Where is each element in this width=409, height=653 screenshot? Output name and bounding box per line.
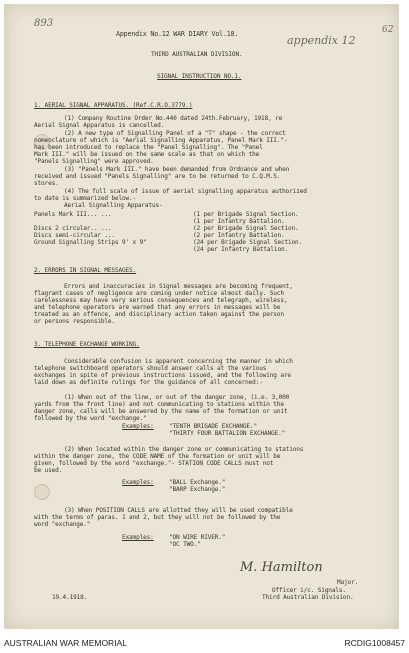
section-1-line: "Panels Signalling" were approved. (34, 158, 154, 165)
example-text: "THIRTY FOUR BATTALION EXCHANGE." (169, 430, 286, 437)
punch-hole (34, 484, 50, 500)
section-3-title: 3. TELEPHONE EXCHANGE WORKING. (34, 341, 140, 348)
section-1-line: Mark III." will be issued on the same scale as that on which the (34, 151, 260, 158)
rule-line: word "exchange." (34, 521, 91, 528)
rule-line: with the terms of paras. 1 and 2, but they will not be followed by the (34, 514, 281, 521)
example-text: "BALL Exchange." (169, 479, 226, 486)
section-2-line: and telephone operators are warned that any errors in messages will be (34, 304, 281, 311)
section-1-line: Aerial Signal Apparatus is cancelled. (34, 122, 165, 129)
section-1-line: received and issued "Panels Signalling" are to be returned to C.Q.M.S. (34, 173, 281, 180)
example-text: "TENTH BRIGADE EXCHANGE." (169, 423, 257, 430)
caption-left: AUSTRALIAN WAR MEMORIAL (4, 638, 127, 648)
signoff-division: Third Australian Division. (262, 594, 354, 601)
section-1-line: (2) A new type of Signalling Panel of a "T" shape - the correct (64, 130, 286, 137)
table-scale: (1 per Brigade Signal Section. (193, 211, 299, 218)
header-line: Appendix No.12 WAR DIARY Vol.18. (116, 30, 239, 38)
section-2-line: Errors and inaccuracies in Signal messages are becoming frequent, (64, 283, 293, 290)
section-1-line: (3) "Panels Mark III." have been demanded from Ordnance and when (64, 166, 290, 173)
section-3-line: Considerable confusion is apparent concerning the manner in which (64, 358, 293, 365)
examples-label: Examples: (122, 479, 154, 486)
rule-line: followed by the word "exchange." (34, 415, 147, 422)
section-3-line: exchanges in spite of previous instructions issued, and the following are (34, 372, 291, 379)
section-2-line: treated as an offence, and disciplinary action taken against the person (34, 311, 284, 318)
table-scale: (2 per Brigade Signal Section. (193, 225, 299, 232)
table-item: Discs 2 circular.. ... (34, 225, 112, 232)
rule-line: danger zone, calls will be answered by the name of the formation or unit (34, 408, 288, 415)
examples-label: Examples: (122, 534, 154, 541)
signoff-rank: Major. (337, 579, 359, 586)
handwritten-corner-number: 893 (34, 18, 54, 29)
section-1-line: (1) Company Routine Order No.440 dated 24th.February, 1918, re (64, 115, 283, 122)
handwritten-page-number: 62 (382, 25, 394, 35)
rule-line: given, followed by the word "exchange."- STATION CODE CALLS must not (34, 460, 274, 467)
rule-line: (3) When POSITION CALLS are allotted they will be used compatible (64, 507, 293, 514)
document-page (4, 4, 399, 629)
archive-caption-bar (0, 631, 409, 653)
table-scale: (24 per Brigade Signal Section. (193, 239, 303, 246)
section-1-line: Aerial Signalling Apparatus- (64, 202, 163, 209)
example-text: "ON WIRE RIVER." (169, 534, 226, 541)
rule-line: within the danger zone, the CODE NAME of the formation or unit will be (34, 453, 281, 460)
rule-line: be used. (34, 467, 63, 474)
rule-line: yards from the front line) and not communicating to stations within the (34, 401, 284, 408)
table-item: Discs semi-circular ... (34, 232, 115, 239)
section-1-title: 1. AERIAL SIGNAL APPARATUS. (Ref.C.R.O.3779.) (34, 102, 193, 109)
section-2-title: 2. ERRORS IN SIGNAL MESSAGES. (34, 267, 137, 274)
section-3-line: laid down as definite rulings for the guidance of all concerned:- (34, 379, 263, 386)
table-scale: (24 per Infantry Battalion. (193, 246, 289, 253)
handwritten-signature: M. Hamilton (240, 560, 323, 575)
instruction-heading: SIGNAL INSTRUCTION NO.1. (157, 73, 242, 80)
example-text: "OC TWO." (169, 541, 201, 548)
section-1-line: stores. (34, 180, 59, 187)
section-1-line: has been introduced to replace the "Panel Signalling". The "Panel (34, 144, 263, 151)
examples-label: Examples: (122, 423, 154, 430)
section-1-line: (4) The full scale of issue of aerial signalling apparatus authorized (64, 188, 307, 195)
section-1-line: nomenclature of which is "Aerial Signalling Apparatus, Panel Mark III."- (34, 137, 288, 144)
section-2-line: carelessness may have very serious consequences and telegraph, wireless, (34, 297, 288, 304)
section-2-line: or persons responsible. (34, 318, 115, 325)
section-3-line: telephone switchboard operators should answer calls at the various (34, 365, 267, 372)
table-scale: (1 per Infantry Battalion. (193, 218, 285, 225)
table-scale: (2 per Infantry Battalion. (193, 232, 285, 239)
table-item: Panels Mark III... ... (34, 211, 112, 218)
signoff-role: Officer i/c. Signals. (272, 587, 346, 594)
handwritten-appendix-note: appendix 12 (287, 34, 356, 47)
rule-line: (2) When located within the danger zone or communicating to stations (64, 446, 304, 453)
example-text: "BARP Exchange." (169, 486, 226, 493)
division-heading: THIRD AUSTRALIAN DIVISION. (151, 51, 243, 58)
table-item: Ground Signalling Strips 9' x 9" (34, 239, 147, 246)
rule-line: (1) When out of the line, or out of the danger zone, (i.e. 3,000 (64, 394, 290, 401)
document-date: 19.4.1918. (52, 594, 88, 601)
section-1-line: to date is summarized below.- (34, 195, 137, 202)
caption-right: RCDIG1008457 (344, 638, 405, 648)
section-2-line: flagrant cases of negligence are coming under notice almost daily. Such (34, 290, 284, 297)
